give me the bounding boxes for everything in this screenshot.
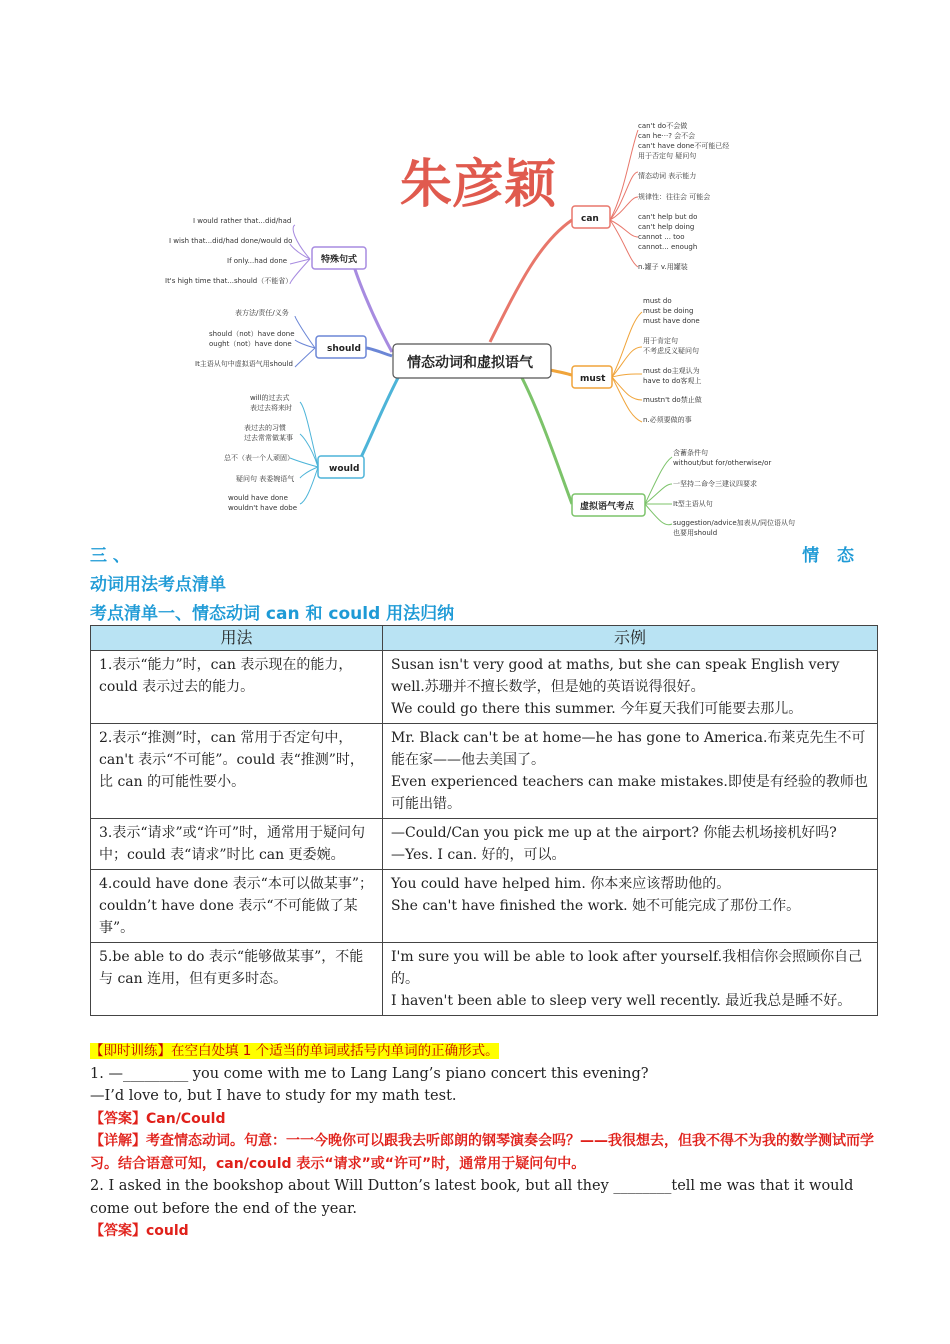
leaf: 用于肯定句 [643, 337, 678, 345]
mindmap-node-must: must [580, 374, 606, 384]
leaf: can't help doing [638, 223, 695, 231]
practice-instruction: 【即时训练】在空白处填 1 个适当的单词或括号内单词的正确形式。 [90, 1043, 499, 1059]
leaf: ought（not）have done [209, 340, 292, 348]
leaf: without/but for/otherwise/or [673, 459, 772, 467]
question-1-line-1: 1. —_________ you come with me to Lang Lang’s piano concert this evening? [90, 1065, 649, 1082]
leaf: have to do客观上 [643, 377, 702, 385]
leaf: 规律性：往往会 可能会 [638, 193, 711, 201]
table-row [91, 819, 878, 870]
leaf: 不考虑反义疑问句 [643, 347, 699, 355]
table-header-row [91, 626, 878, 651]
example-line: Susan isn't very good at maths, but she can speak English very well.苏珊并不擅长数学，但是她的英语说得很好。 [391, 657, 840, 695]
usage-cell: 3.表示“请求”或“许可”时，通常用于疑问句中；could 表“请求”时比 can 更委婉。 [91, 819, 383, 870]
leaf: can't have done不可能已经 [638, 142, 730, 150]
question-1-line-2: —I’d love to, but I have to study for my math test. [90, 1088, 457, 1104]
mind-map-svg [160, 112, 800, 537]
mindmap-would-leaves [224, 393, 297, 512]
leaf: 表过去将来时 [250, 404, 292, 412]
mindmap-center-node: 情态动词和虚拟语气 [407, 355, 533, 371]
mindmap-logo: 朱彦颖 [400, 155, 557, 215]
examples-cell [383, 724, 878, 819]
leaf: will的过去式 [250, 394, 290, 402]
usage-cell: 2.表示“推测”时，can 常用于否定句中，can't 表示“不可能”。could 表“推测”时，比 can 的可能性要小。 [91, 724, 383, 819]
mindmap-node-should: should [327, 344, 361, 354]
leaf: 也要用should [673, 529, 718, 537]
leaf: 情态动词 表示能力 [638, 172, 697, 180]
leaf: cannot ... too [638, 233, 685, 241]
leaf: must do [643, 297, 672, 305]
column-header-examples: 示例 [383, 626, 878, 651]
leaf: If only...had done [227, 257, 288, 265]
table-row [91, 724, 878, 819]
usage-table [90, 625, 878, 1016]
leaf: It主语从句中虚拟语气用should [195, 360, 293, 368]
question-2: 2. I asked in the bookshop about Will Dutton’s latest book, but all they ________tell me was that it would come out before the end of the year. [90, 1178, 854, 1217]
leaf: can he···? 会不会 [638, 132, 696, 140]
practice-section [90, 1040, 880, 1243]
leaf: 一坚持二命令三建议四要求 [673, 480, 757, 488]
table-row [91, 943, 878, 1016]
subsection-title: 考点清单一、情态动词 can 和 could 用法归纳 [90, 604, 455, 624]
example-line: —Could/Can you pick me up at the airport? 你能去机场接机好吗? [391, 825, 837, 841]
leaf: It's high time that...should（不能省） [165, 277, 293, 285]
leaf: cannot... enough [638, 243, 698, 251]
leaf: would have done [228, 494, 288, 502]
leaf: 表过去的习惯 [244, 424, 286, 432]
examples-cell [383, 943, 878, 1016]
table-row [91, 870, 878, 943]
example-line: I'm sure you will be able to look after yourself.我相信你会照顾你自己的。 [391, 949, 863, 987]
explanation-1: 【详解】考查情态动词。句意：一一今晚你可以跟我去听郎朗的钢琴演奏会吗？——我很想去，但我不得不为我的数学测试而学习。结合语意可知，can/could 表示“请求”或“许可”时，通常用于疑问句中。 [90, 1133, 874, 1172]
mindmap-should-leaves [195, 308, 295, 368]
example-line: She can't have finished the work. 她不可能完成了那份工作。 [391, 898, 801, 914]
example-line: Even experienced teachers can make mistakes.即使是有经验的教师也可能出错。 [391, 774, 868, 812]
leaf: 用于否定句 疑问句 [638, 152, 697, 160]
leaf: can't help but do [638, 213, 698, 221]
leaf: mustn't do禁止做 [643, 396, 702, 404]
section-title: 动词用法考点清单 [90, 575, 226, 595]
example-line: We could go there this summer. 今年夏天我们可能要去那儿。 [391, 701, 803, 717]
example-line: I haven't been able to sleep very well recently. 最近我总是睡不好。 [391, 993, 852, 1009]
leaf: 表方法/责任/义务 [235, 309, 289, 317]
examples-cell [383, 819, 878, 870]
leaf: should（not）have done [209, 330, 295, 338]
usage-cell: 5.be able to do 表示“能够做某事”，不能与 can 连用，但有更多时态。 [91, 943, 383, 1016]
mindmap-node-subjunctive: 虚拟语气考点 [580, 502, 635, 512]
mindmap-node-can: can [581, 214, 599, 224]
example-line: Mr. Black can't be at home—he has gone to America.布莱克先生不可能在家——他去美国了。 [391, 730, 866, 768]
column-header-usage: 用法 [91, 626, 383, 651]
leaf: must do主观认为 [643, 367, 700, 375]
leaf: 过去常常做某事 [244, 434, 293, 442]
examples-cell [383, 870, 878, 943]
answer-2: 【答案】could [90, 1223, 189, 1239]
mind-map [160, 112, 800, 537]
leaf: can't do不会做 [638, 122, 688, 130]
mindmap-special-leaves [165, 217, 292, 285]
mindmap-subjunctive-leaves [673, 448, 795, 537]
example-line: —Yes. I can. 好的，可以。 [391, 847, 566, 863]
section-number: 三 、 [90, 546, 130, 566]
leaf: 总不（表一个人顽固） [224, 454, 294, 462]
leaf: wouldn't have dobe [228, 504, 298, 512]
example-line: You could have helped him. 你本来应该帮助他的。 [391, 876, 731, 892]
leaf: must have done [643, 317, 700, 325]
usage-cell: 1.表示“能力”时，can 表示现在的能力，could 表示过去的能力。 [91, 651, 383, 724]
mindmap-must-leaves [643, 297, 702, 424]
answer-1: 【答案】Can/Could [90, 1110, 226, 1127]
leaf: n.罐子 v.用罐装 [638, 263, 688, 271]
leaf: It型主语从句 [673, 500, 713, 508]
section-title-right: 情 态 [802, 546, 860, 566]
leaf: 含蓄条件句 [673, 449, 708, 457]
leaf: I would rather that...did/had [193, 217, 292, 225]
table-row [91, 651, 878, 724]
examples-cell [383, 651, 878, 724]
mindmap-can-leaves [638, 121, 729, 271]
mindmap-node-special: 特殊句式 [321, 255, 358, 265]
leaf: 疑问句 表委婉语气 [236, 475, 295, 483]
leaf: I wish that...did/had done/would do [169, 237, 293, 245]
usage-cell: 4.could have done 表示“本可以做某事”；couldn’t have done 表示“不可能做了某事”。 [91, 870, 383, 943]
leaf: must be doing [643, 307, 694, 315]
leaf: n.必须要做的事 [643, 416, 692, 424]
leaf: suggestion/advice加表从/同位语从句 [673, 519, 796, 527]
mindmap-node-would: would [329, 464, 360, 474]
